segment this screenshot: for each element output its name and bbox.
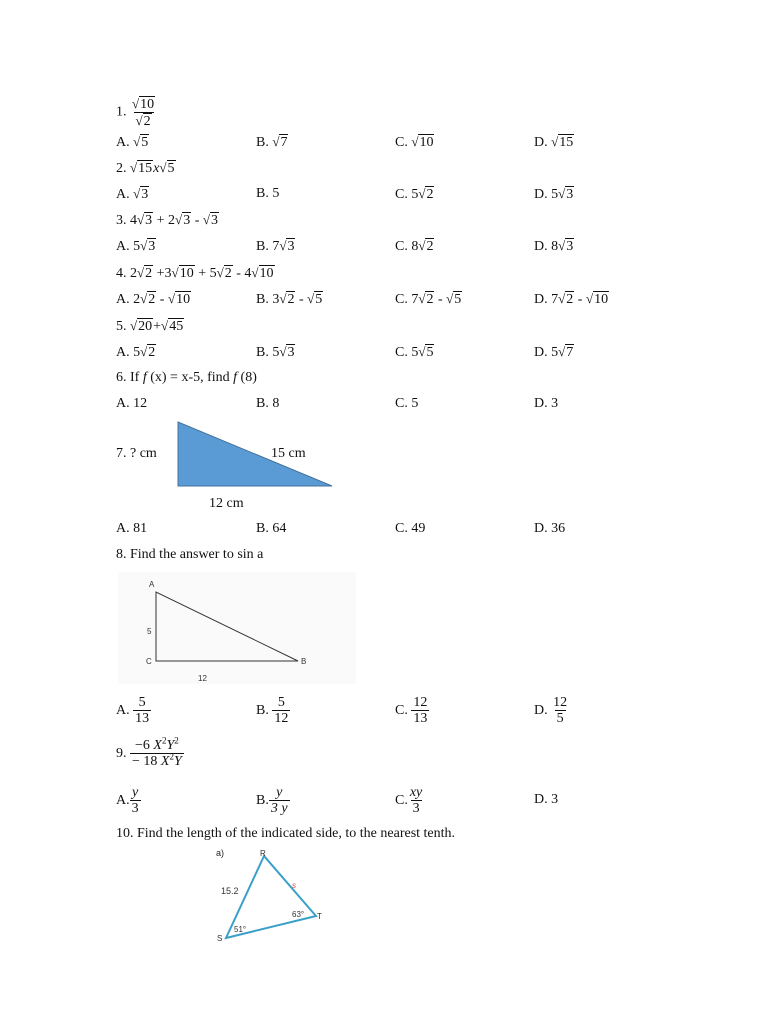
q7-base-label: 12 cm xyxy=(209,496,244,511)
q3-option-d[interactable]: D. 8√3 xyxy=(534,238,574,254)
q10-side-rt: s xyxy=(292,881,296,890)
q8-question: 8. Find the answer to sin a xyxy=(116,547,264,562)
q8-triangle-diagram xyxy=(118,572,356,684)
q9-option-b[interactable]: B. $\frac{y}{3 y}$ xyxy=(256,785,288,817)
q8-option-a[interactable]: A. $\frac{5}{13}$ xyxy=(116,695,150,727)
q7-option-c[interactable]: C. 49 xyxy=(395,521,426,536)
q10-angle-t: 63° xyxy=(292,910,305,919)
q9-option-a[interactable]: A. $\frac{y}{3}$ xyxy=(116,785,139,817)
q4: 4. 2√2 +3√10 + 5√2 - 4√10 xyxy=(116,265,274,281)
q10-side-rs: 15.2 xyxy=(221,886,239,896)
q8-vertex-a: A xyxy=(149,580,155,589)
q4-option-a[interactable]: A. 2√2 - √10 xyxy=(116,291,191,307)
q2-option-a[interactable]: A. √3 xyxy=(116,186,149,202)
q5-option-a[interactable]: A. 5√2 xyxy=(116,344,156,360)
q4-option-d[interactable]: D. 7√2 - √10 xyxy=(534,291,609,307)
q3-option-a[interactable]: A. 5√3 xyxy=(116,238,156,254)
q8-option-d[interactable]: D. $\frac{12}{5}$ xyxy=(534,695,568,727)
q9: 9. $\frac{-6 X^2Y^2}{- 18 X^2Y}$ xyxy=(116,735,182,770)
q8-vertex-c: C xyxy=(146,657,152,666)
q8-side-cb: 12 xyxy=(198,674,207,683)
q10-vertex-s: S xyxy=(217,934,223,943)
q7-triangle xyxy=(176,420,336,490)
q1-number: 1. xyxy=(116,104,127,120)
q7-hypotenuse-label: 15 cm xyxy=(271,446,306,461)
q2-option-c[interactable]: C. 5√2 xyxy=(395,186,434,202)
q2-option-b[interactable]: B. 5 xyxy=(256,186,280,201)
q10-vertex-t: T xyxy=(317,912,322,921)
q10-part-label: a) xyxy=(216,848,225,858)
q7-triangle-shape xyxy=(178,422,332,486)
q10-vertex-r: R xyxy=(260,849,266,858)
q2-option-d[interactable]: D. 5√3 xyxy=(534,186,574,202)
q6-option-d[interactable]: D. 3 xyxy=(534,396,559,411)
q9-fraction: $\frac{-6 X^2Y^2}{- 18 X^2Y}$ xyxy=(132,735,182,770)
q6-option-c[interactable]: C. 5 xyxy=(395,396,419,411)
q8-vertex-b: B xyxy=(301,657,307,666)
q9-option-d[interactable]: D. 3 xyxy=(534,792,559,807)
q7-option-a[interactable]: A. 81 xyxy=(116,521,148,536)
q6-option-b[interactable]: B. 8 xyxy=(256,396,280,411)
q10-triangle-diagram xyxy=(212,844,342,946)
q1-option-d[interactable]: D. √15 xyxy=(534,134,574,150)
q7-option-d[interactable]: D. 36 xyxy=(534,521,566,536)
q1-option-b[interactable]: B. √7 xyxy=(256,134,288,150)
q7-label: 7. ? cm xyxy=(116,446,157,461)
q8-option-c[interactable]: C. $\frac{12}{13}$ xyxy=(395,695,428,727)
q3-option-b[interactable]: B. 7√3 xyxy=(256,238,295,254)
q6-option-a[interactable]: A. 12 xyxy=(116,396,148,411)
q6: 6. If f (x) = x-5, find f (8) xyxy=(116,370,257,385)
q3-option-c[interactable]: C. 8√2 xyxy=(395,238,434,254)
q8-side-ac: 5 xyxy=(147,627,152,636)
q10-question: 10. Find the length of the indicated side, to the nearest tenth. xyxy=(116,826,456,841)
q8-option-b[interactable]: B. $\frac{5}{12}$ xyxy=(256,695,289,727)
q1-fraction: $\frac{√10}{√2}$ xyxy=(132,96,155,129)
q2: 2. √15x√5 xyxy=(116,160,175,176)
q9-option-c[interactable]: C. $\frac{xy}{3}$ xyxy=(395,785,423,817)
q3: 3. 4√3 + 2√3 - √3 xyxy=(116,212,218,228)
q1 xyxy=(116,96,157,129)
q7-option-b[interactable]: B. 64 xyxy=(256,521,287,536)
q5-option-d[interactable]: D. 5√7 xyxy=(534,344,574,360)
q10-angle-s: 51° xyxy=(234,925,247,934)
q5-option-c[interactable]: C. 5√5 xyxy=(395,344,434,360)
q5-option-b[interactable]: B. 5√3 xyxy=(256,344,295,360)
q5: 5. √20+√45 xyxy=(116,318,184,334)
q4-option-b[interactable]: B. 3√2 - √5 xyxy=(256,291,323,307)
q4-option-c[interactable]: C. 7√2 - √5 xyxy=(395,291,462,307)
q1-option-c[interactable]: C. √10 xyxy=(395,134,434,150)
q1-option-a[interactable]: A. √5 xyxy=(116,134,149,150)
